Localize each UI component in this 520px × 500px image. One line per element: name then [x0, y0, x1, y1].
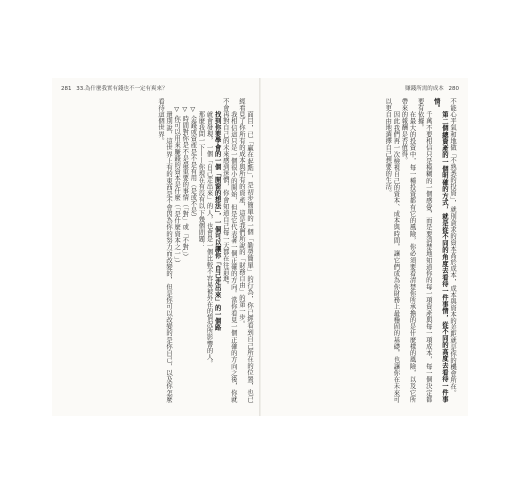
right-opening-paragraph: 不能心平氣和地做「不熟悉的投資」，就別貪求的資本高於成本，成本與資本的差距就是你的機會所在。: [449, 98, 456, 397]
left-running-header: 33.為什麼我實有錢也不一定有爽來？: [76, 86, 168, 92]
right-bold-paragraph: [432, 98, 448, 402]
right-page-header: [405, 84, 462, 92]
left-final-paragraph: 還別說，這世界上有的東西是不會因為你的努力而改變的，但是你可以改變的是你自己，以及你怎麼看待這個世界。: [156, 98, 173, 402]
right-page-number: 280: [448, 86, 459, 92]
right-bold-text: 第二個總資產的一個明確的方式，就是從不同的角度去看待一件事情，從不同的高度去看待一件事情。: [432, 98, 448, 402]
right-body-text: [267, 98, 456, 402]
right-paragraph-1: 千萬不要相信只是模糊的一個感覺，而是要清楚地知道你的每一項資產與每一項成本，每一個決定都要有依據。: [416, 98, 432, 402]
left-bold-paragraph: [213, 98, 221, 402]
left-bold-text: 找到你要學會的一個「開窗的想法」，一個可以讓你「自己走出來」的一個路: [213, 110, 221, 331]
book-spread: [52, 78, 468, 416]
left-paragraph-1: 面目，已「贏在起點」，是初步簡單的一個「勤勞簡單」的行為，你已經看到自己所在的位置，也已經看見了你所有的成本與所有的資產，這是我們所說的「財務自由」的第一步。: [237, 98, 253, 402]
left-page: [52, 78, 259, 416]
right-paragraph-3: 因此我們再一次檢視自己的資本、成本與時間，讓它們成為你財務上最穩固的基礎，也讓你在未來可以更自由地選擇自己想要的生活。: [384, 98, 400, 402]
left-closing-paragraph: 就會發現，一個「自己走出來」的人，也會是一個比較不容易被外在的情況所影響的人。: [205, 110, 213, 367]
left-paragraph-2: 我相信這只是一個很小的開始，但是它代表著一個正確的方向。當你看見一個正確的方向之後，你就不會再對自己的未來感到迷惘，你會知道自己每一天都在往前進。: [221, 98, 237, 402]
left-body-text: [64, 98, 253, 402]
right-running-header: 賺錢所需的成本: [405, 86, 444, 92]
right-paragraph-2: 在最大的投資中，每一種投資都有它的風險，你必須要看清楚你所承擔的是什麼樣的風險，以及它所帶來的報酬是否值得。: [400, 98, 416, 402]
question-item-3: ▽ 你可以用來賺錢的資本是什麼（「是什麼資本之一」）: [173, 105, 181, 266]
left-questions-intro: 那麼我問一下——你現在有沒有以下幾個問題：: [197, 110, 205, 249]
left-page-number: 281: [61, 86, 72, 92]
right-page: [261, 78, 468, 416]
question-item-2: ▽ 時間對你是不是最重要的事情（「對」或「不對」）: [181, 105, 189, 260]
question-item-1: ▽ 金錢或資產是不是有用（是或不是）: [189, 105, 197, 220]
left-page-header: [58, 84, 168, 92]
